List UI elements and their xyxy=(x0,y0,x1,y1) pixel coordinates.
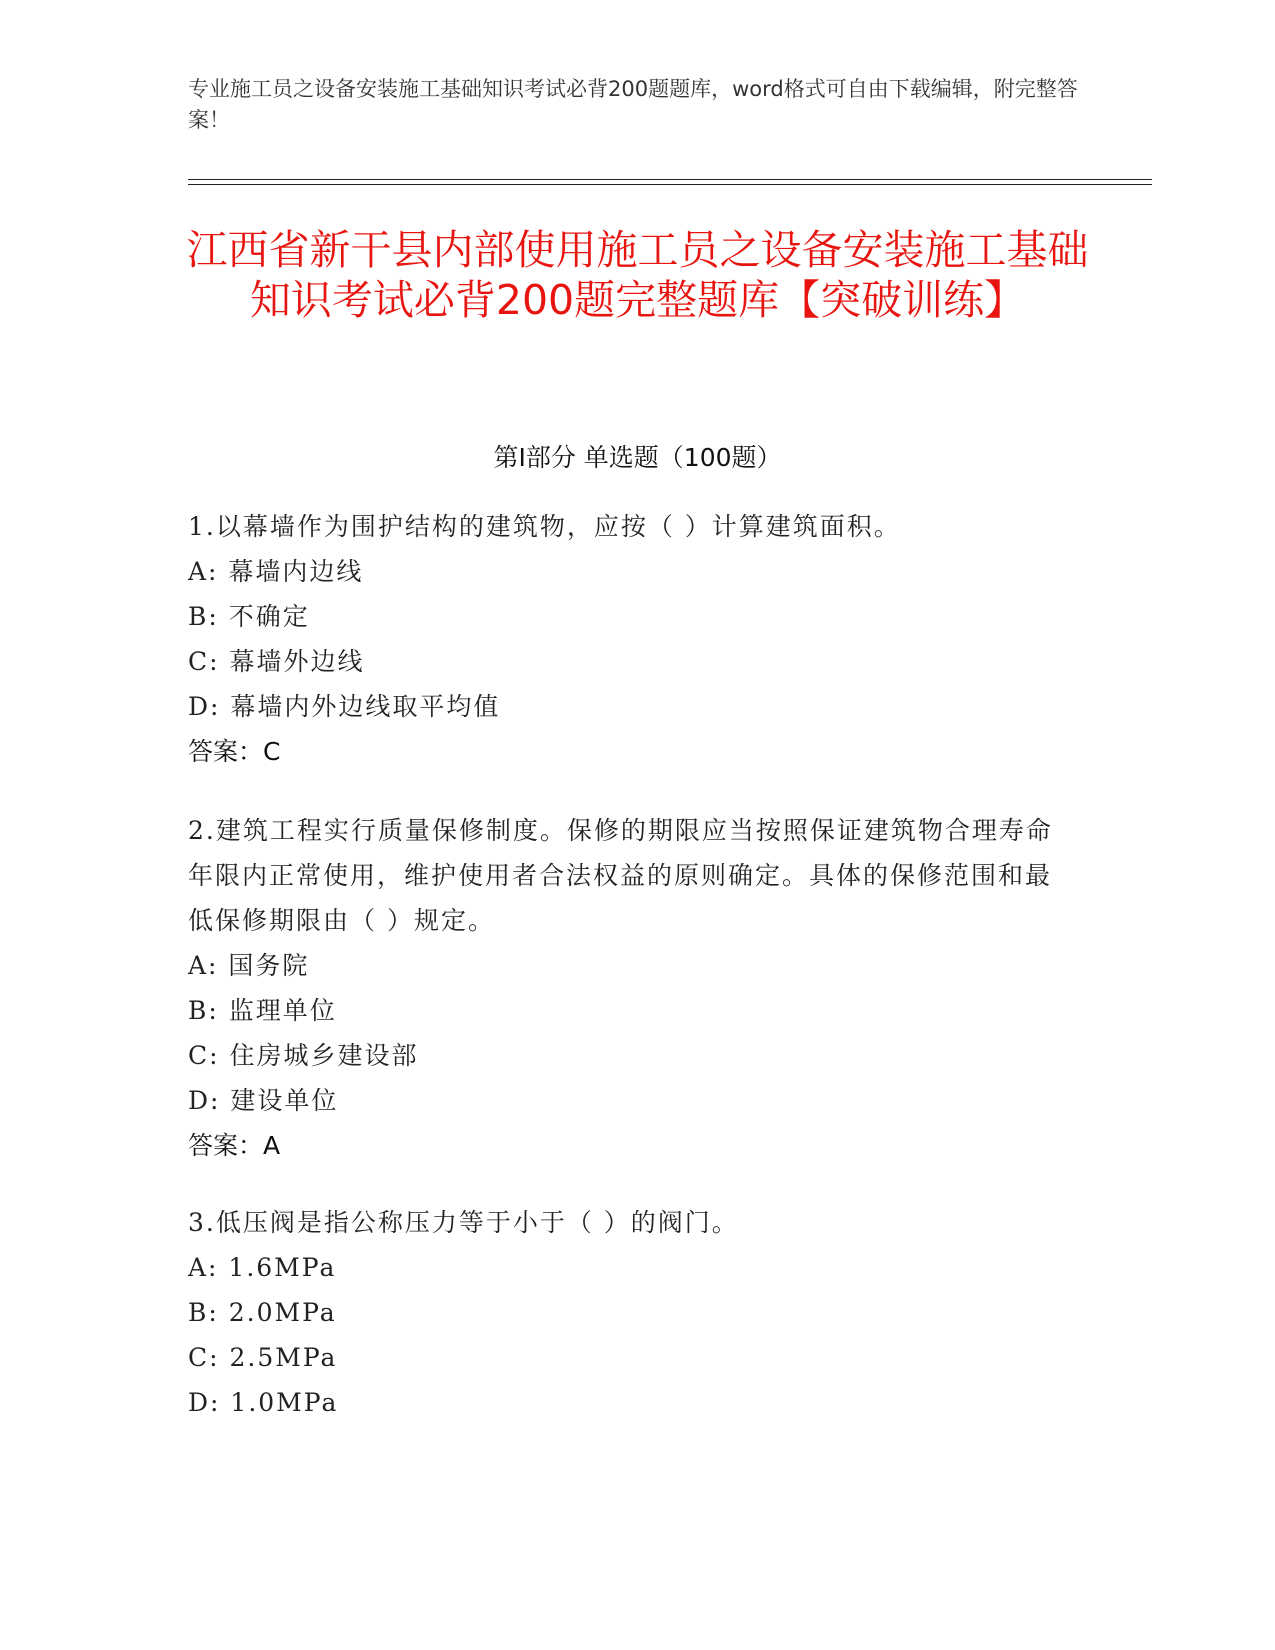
option-a: A: 国务院 xyxy=(188,951,310,980)
option-b: B: 2.0MPa xyxy=(188,1298,337,1327)
question-3 xyxy=(188,1200,1058,1425)
option-c: C: 幕墙外边线 xyxy=(188,647,365,676)
question-1 xyxy=(188,504,1058,774)
option-d: D: 1.0MPa xyxy=(188,1388,339,1417)
question-stem: 3.低压阀是指公称压力等于小于（ ）的阀门。 xyxy=(188,1208,739,1237)
answer-label: 答案： xyxy=(188,737,264,766)
option-a: A: 幕墙内边线 xyxy=(188,557,364,586)
question-stem: 1.以幕墙作为围护结构的建筑物，应按（ ）计算建筑面积。 xyxy=(188,512,901,541)
option-b: B: 监理单位 xyxy=(188,996,337,1025)
option-d: D: 建设单位 xyxy=(188,1086,339,1115)
option-b: B: 不确定 xyxy=(188,602,310,631)
option-a: A: 1.6MPa xyxy=(188,1253,337,1282)
header-note: 专业施工员之设备安装施工基础知识考试必背200题题库，word格式可自由下载编辑，附完整答案！ xyxy=(188,77,1078,132)
section-heading: 第I部分 单选题（100题） xyxy=(493,443,782,472)
question-2 xyxy=(188,808,1058,1168)
question-stem: 2.建筑工程实行质量保修制度。保修的期限应当按照保证建筑物合理寿命年限内正常使用，维护使用者合法权益的原则确定。具体的保修范围和最低保修期限由（ ）规定。 xyxy=(188,816,1053,935)
document-title: 江西省新干县内部使用施工员之设备安装施工基础知识考试必背200题完整题库【突破训练】 xyxy=(186,226,1089,324)
answer-line xyxy=(188,729,1058,774)
option-c: C: 住房城乡建设部 xyxy=(188,1041,419,1070)
option-d: D: 幕墙内外边线取平均值 xyxy=(188,692,501,721)
option-c: C: 2.5MPa xyxy=(188,1343,338,1372)
answer-value: A xyxy=(263,1131,281,1160)
header-divider-line-secondary xyxy=(188,184,1152,185)
answer-line xyxy=(188,1123,1058,1168)
answer-label: 答案： xyxy=(188,1131,264,1160)
answer-value: C xyxy=(263,737,281,766)
header-divider-line xyxy=(188,179,1152,180)
